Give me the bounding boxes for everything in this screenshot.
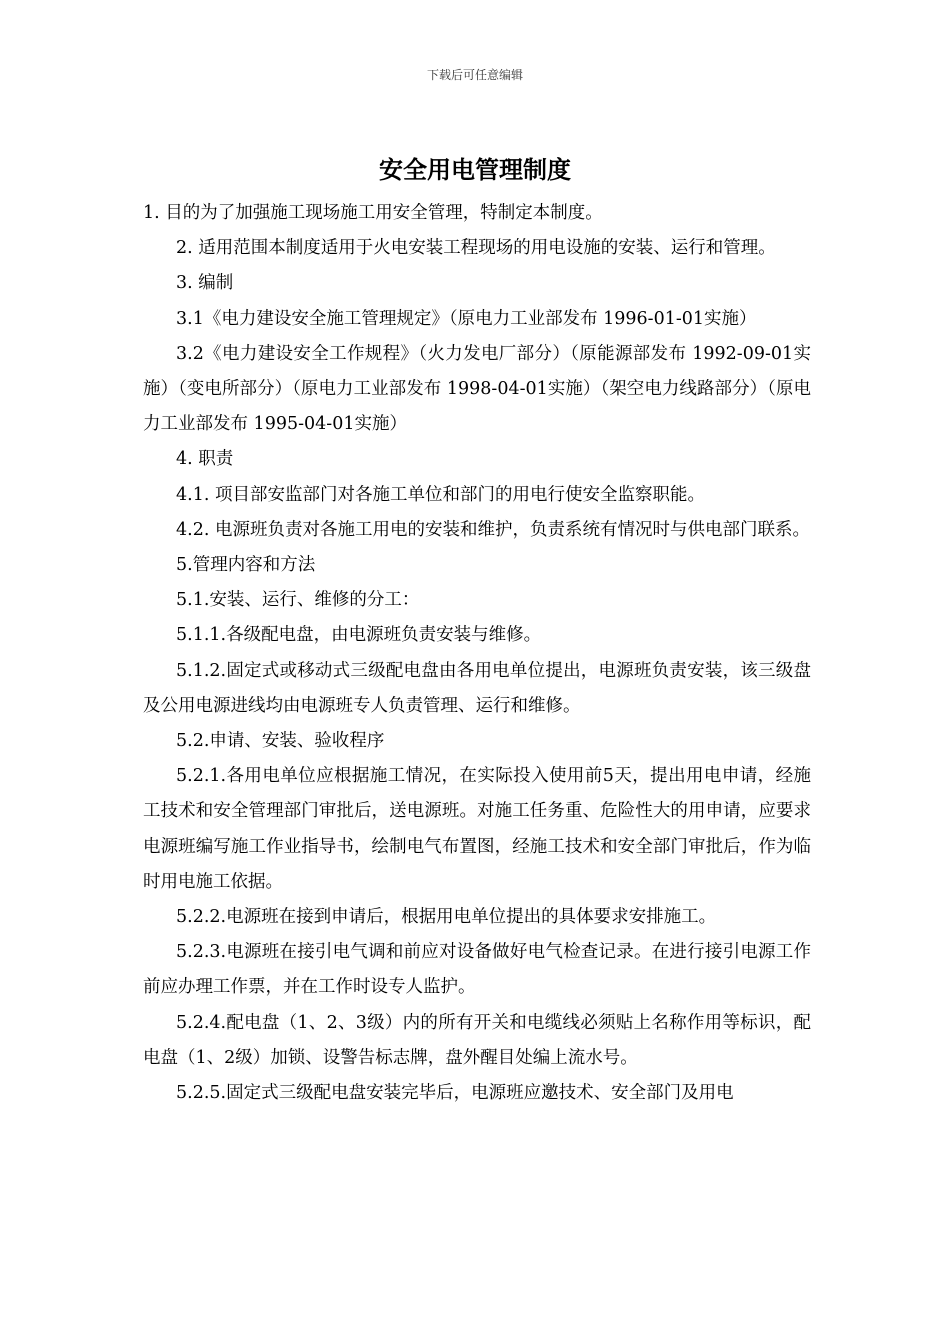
paragraph-1-purpose: 1. 目的为了加强施工现场施工用安全管理，特制定本制度。 <box>143 203 603 223</box>
paragraph-5-2-1: 5.2.1.各用电单位应根据施工情况，在实际投入使用前5天，提出用电申请，经施工技术和安全管理部门审批后，送电源班。对施工任务重、危险性大的用申请，应要求电源班编写施工作业指导书，绘制电气布置图，经施工技术和安全部门审批后，作为临时用电施工依据。 <box>143 766 811 892</box>
paragraph-4-2: 4.2. 电源班负责对各施工用电的安装和维护，负责系统有情况时与供电部门联系。 <box>176 519 810 540</box>
paragraph-5-1: 5.1.安装、运行、维修的分工： <box>176 590 420 611</box>
paragraph-5-2-4: 5.2.4.配电盘（1、2、3级）内的所有开关和电缆线必须贴上名称作用等标识，配电盘（1、2级）加锁、设警告标志牌，盘外醒目处编上流水号。 <box>143 1012 811 1068</box>
paragraph-2-scope: 2. 适用范围本制度适用于火电安装工程现场的用电设施的安装、运行和管理。 <box>176 238 776 259</box>
paragraph-5-1-2: 5.1.2.固定式或移动式三级配电盘由各用电单位提出，电源班负责安装，该三级盘及公用电源进线均由电源班专人负责管理、运行和维修。 <box>143 660 811 716</box>
paragraph-5-content: 5.管理内容和方法 <box>176 555 316 576</box>
paragraph-5-1-1: 5.1.1.各级配电盘，由电源班负责安装与维修。 <box>176 625 542 646</box>
paragraph-5-2-5: 5.2.5.固定式三级配电盘安装完毕后，电源班应邀技术、安全部门及用电 <box>176 1083 734 1104</box>
paragraph-5-2: 5.2.申请、安装、验收程序 <box>176 731 385 752</box>
paragraph-3-1: 3.1《电力建设安全施工管理规定》（原电力工业部发布 1996-01-01实施） <box>176 308 757 329</box>
paragraph-5-2-2: 5.2.2.电源班在接到申请后，根据用电单位提出的具体要求安排施工。 <box>176 907 717 928</box>
document-title: 安全用电管理制度 <box>379 156 571 184</box>
paragraph-4-duties: 4. 职责 <box>176 449 234 470</box>
header-note: 下载后可任意编辑 <box>426 68 523 82</box>
paragraph-4-1: 4.1. 项目部安监部门对各施工单位和部门的用电行使安全监察职能。 <box>176 484 705 505</box>
paragraph-3-2: 3.2《电力建设安全工作规程》（火力发电厂部分）（原能源部发布 1992-09-01实施）（变电所部分）（原电力工业部发布 1998-04-01实施）（架空电力线路部分）（原电力工业部发布 1995-04-01实施） <box>143 343 811 435</box>
paragraph-3-basis: 3. 编制 <box>176 273 234 294</box>
document-body <box>143 196 811 1111</box>
paragraph-5-2-3: 5.2.3.电源班在接引电气调和前应对设备做好电气检查记录。在进行接引电源工作前应办理工作票，并在工作时设专人监护。 <box>143 942 811 998</box>
